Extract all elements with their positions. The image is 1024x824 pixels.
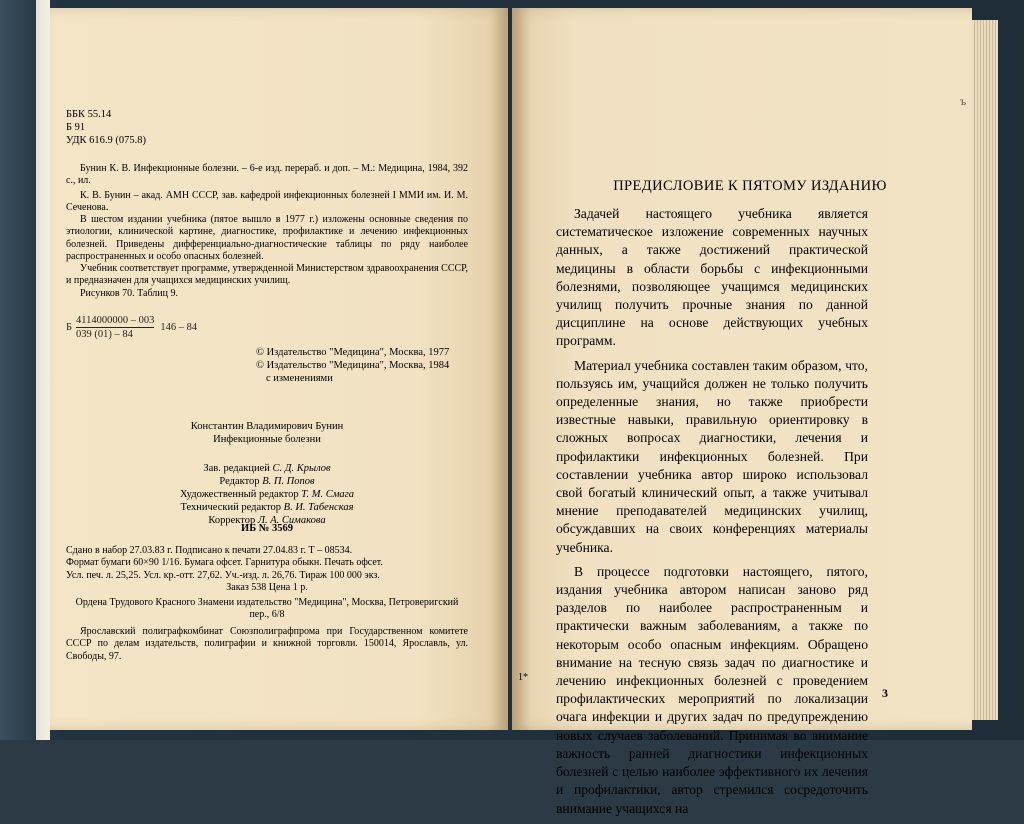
author-info: К. В. Бунин – акад. АМН СССР, зав. кафедрой инфекционных болезней I ММИ им. И. М. Сеченова.: [66, 190, 468, 214]
ib-number: ИБ № 3569: [241, 523, 293, 534]
print-line: Заказ 538 Цена 1 р.: [226, 581, 308, 593]
editorial-staff: [66, 462, 468, 527]
copyright-line: © Издательство "Медицина", Москва, 1984: [256, 360, 450, 371]
annotation-paragraph: Учебник соответствует программе, утвержденной Министерством здравоохранения СССР, и предназначен для учащихся медицинских училищ.: [66, 263, 468, 287]
bbk-codes: [66, 108, 266, 147]
annotation-paragraph: Рисунков 70. Таблиц 9.: [80, 287, 178, 299]
print-line: Формат бумаги 60×90 1/16. Бумага офсет. Гарнитура обыкн. Печать офсет.: [66, 557, 383, 569]
signature-mark: 1*: [518, 672, 528, 683]
page-edge-left: [36, 0, 50, 740]
corner-mark: ъ: [960, 94, 967, 108]
bibliographic-record: Бунин К. В. Инфекционные болезни. – 6-е изд. перераб. и доп. – М.: Медицина, 1984, 392 с., ил.: [66, 163, 468, 187]
preface-paragraph: Задачей настоящего учебника является систематическое изложение современных научных данных, а также достижений практической медицины в области борьбы с инфекционными болезнями, позволяющее учащимся медицинских училищ получить прочные знания по данной дисциплине на основе действующих учебных программ.: [556, 206, 868, 349]
preface-heading: ПРЕДИСЛОВИЕ К ПЯТОМУ ИЗДАНИЮ: [613, 178, 887, 194]
preface-paragraph: Материал учебника составлен таким образом, что, пользуясь им, учащийся должен не только получить определенные знания, но также приобрести известные навыки, правильную ориентировку в сложных вопросах диагностики, лечения и профилактики инфекционных болезней. При составлении учебника автор широко использовал свой богатый клинический опыт, а также учитывал мнение преподавателей медицинских училищ, обсуждавших на своих конференциях материалы учебника.: [556, 357, 868, 555]
staff-line: Зав. редакцией С. Д. Крылов: [203, 463, 331, 474]
copyright-line: © Издательство "Медицина", Москва, 1977: [256, 347, 450, 358]
preface-paragraph: В процессе подготовки настоящего, пятого, издания учебника автором написан заново ряд разделов по наиболее распространенным и практически важным заболеваниям, а также по некоторым особо опасным инфекциям. Обращено внимание на тесную связь задач по диагностике и лечению инфекционных болезней с проведением профилактических мероприятий по локализации очага инфекции и других задач по предупреждению новых случаев заболеваний. Принимая во внимание важность ранней диагностики инфекционных болезней с целью наиболее эффективного их лечения и профилактики, автор стремился сосредоточить внимание учащихся на: [556, 563, 868, 816]
page-number: 3: [882, 686, 888, 700]
author-title-block: [66, 420, 468, 446]
page-edges-right: [972, 20, 998, 720]
staff-line: Художественный редактор Т. М. Смага: [179, 489, 354, 500]
author-name: Константин Владимирович Бунин: [190, 421, 344, 432]
copyright-block: [256, 346, 496, 385]
catalog-code: [66, 314, 326, 341]
annotation: [66, 214, 468, 300]
bbk-line: Б 91: [66, 122, 86, 133]
code-top: 4114000000 – 003: [76, 315, 155, 326]
staff-line: Редактор В. П. Попов: [219, 476, 315, 487]
printing-plant: Ярославский полиграфкомбинат Союзполиграфпрома при Государственном комитете СССР по делам издательств, полиграфии и книжной торговли. 150014, Ярославль, ул. Свободы, 97.: [66, 626, 468, 662]
print-line: Усл. печ. л. 25,25. Усл. кр.-отт. 27,62. Уч.-изд. л. 26,76. Тираж 100 000 экз.: [66, 569, 380, 581]
copyright-line: с изменениями: [266, 373, 333, 384]
bbk-line: ББК 55.14: [66, 109, 112, 120]
book-title: Инфекционные болезни: [213, 434, 321, 445]
udk-line: УДК 616.9 (075.8): [66, 135, 147, 146]
publisher-address: Ордена Трудового Красного Знамени издательство "Медицина", Москва, Петроверигский пер., 6/8: [75, 597, 459, 621]
code-prefix: Б: [66, 322, 73, 333]
annotation-paragraph: В шестом издании учебника (пятое вышло в 1977 г.) изложены основные сведения по этиологии, клинической картине, диагностике, профилактике и лечению инфекционных болезней. Приведены дифференциально-диагностические таблицы по ряду наиболее распространенных и особо опасных болезней.: [66, 214, 468, 262]
staff-line: Технический редактор В. И. Табенская: [180, 502, 354, 513]
staff-line: Корректор Л. А. Симакова: [208, 515, 326, 526]
code-bottom: 039 (01) – 84: [76, 329, 133, 340]
code-suffix: 146 – 84: [160, 322, 198, 333]
print-line: Сдано в набор 27.03.83 г. Подписано к печати 27.04.83 г. Т – 08534.: [66, 545, 353, 556]
print-details: [66, 545, 468, 594]
preface-body: [556, 205, 868, 824]
